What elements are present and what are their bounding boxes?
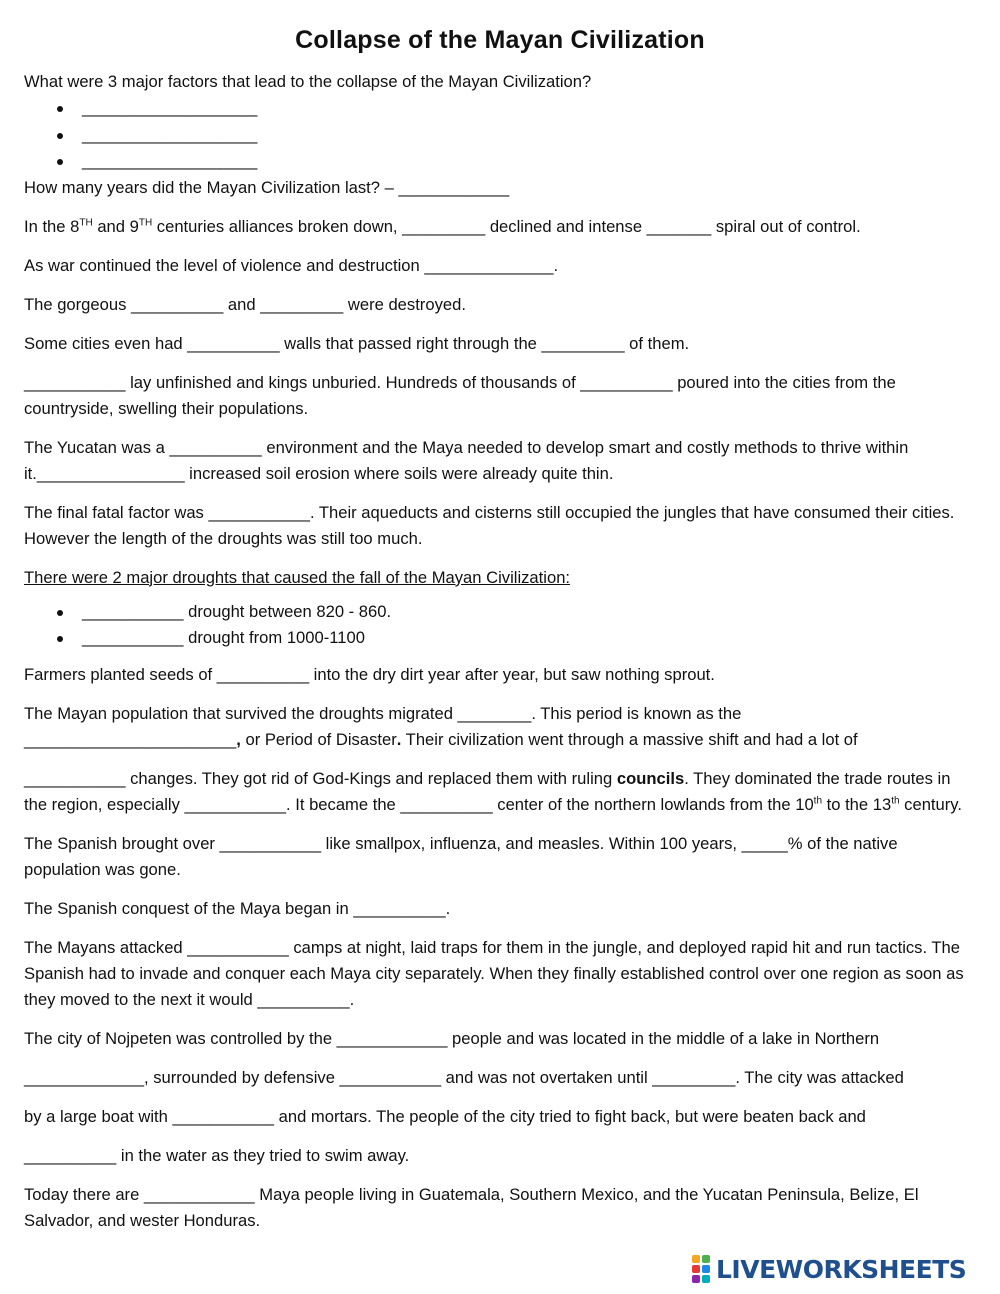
question-spanish-disease: The Spanish brought over ___________ like smallpox, influenza, and measles. Within 100 years, _____% of the native population was gone. [24,833,898,879]
drought-item-2[interactable]: ___________ drought from 1000-1100 [57,625,976,652]
question-nojpeten-3: by a large boat with ___________ and mortars. The people of the city tried to fight back, but were beaten back and [24,1106,866,1126]
page-title: Collapse of the Mayan Civilization [295,26,705,54]
worksheet-page [24,24,976,1247]
question-unfinished: ___________ lay unfinished and kings unburied. Hundreds of thousands of __________ poured into the cities from the countryside, swelling their populations. [24,372,896,418]
question-gorgeous: The gorgeous __________ and _________ were destroyed. [24,294,466,314]
factor-blank-2[interactable]: ___________________ [57,122,976,149]
drought-item-1[interactable]: ___________ drought between 820 - 860. [57,599,976,626]
question-factors: What were 3 major factors that lead to the collapse of the Mayan Civilization? [24,72,592,91]
liveworksheets-logo [692,1254,966,1284]
question-nojpeten-2: _____________, surrounded by defensive ___________ and was not overtaken until _________. The city was attacked [24,1067,904,1087]
question-councils: ___________ changes. They got rid of God-Kings and replaced them with ruling councils. They dominated the trade routes in the region, especially ___________. It became the __________ center of the northern lowlands from the 10th to the 13th century. [24,768,962,814]
question-nojpeten-4: __________ in the water as they tried to swim away. [24,1145,410,1165]
question-nojpeten-1: The city of Nojpeten was controlled by the ____________ people and was located in the middle of a lake in Northern [24,1028,880,1048]
question-walls: Some cities even had __________ walls that passed right through the _________ of them. [24,333,690,353]
logo-text: LIVEWORKSHEETS [716,1254,967,1284]
logo-mark-icon [692,1255,710,1283]
droughts-heading: There were 2 major droughts that caused the fall of the Mayan Civilization: [24,567,571,587]
question-violence: As war continued the level of violence and destruction ______________. [24,255,559,275]
question-yucatan: The Yucatan was a __________ environment and the Maya needed to develop smart and costly methods to thrive within it.________________ increased soil erosion where soils were already quite thin. [24,437,909,483]
droughts-list [24,599,976,652]
question-today: Today there are ____________ Maya people living in Guatemala, Southern Mexico, and the Yucatan Peninsula, Belize, El Salvador, and wester Honduras. [24,1184,919,1230]
question-mayan-tactics: The Mayans attacked ___________ camps at night, laid traps for them in the jungle, and deployed rapid hit and run tactics. The Spanish had to invade and conquer each Maya city separately. When they finally established control over one region as soon as they moved to the next it would __________. [24,937,964,1009]
factor-blank-1[interactable]: ___________________ [57,95,976,122]
question-migration: The Mayan population that survived the droughts migrated ________. This period is known as the _______________________, or Period of Disaster. Their civilization went through a massive shift and had a lot of [24,703,858,749]
question-centuries: In the 8TH and 9TH centuries alliances broken down, _________ declined and intense _______ spiral out of control. [24,216,861,236]
question-years: How many years did the Mayan Civilization last? – ____________ [24,177,510,197]
question-seeds: Farmers planted seeds of __________ into the dry dirt year after year, but saw nothing sprout. [24,664,715,684]
factor-blank-3[interactable]: ___________________ [57,148,976,175]
question-conquest-start: The Spanish conquest of the Maya began in __________. [24,898,451,918]
factors-list [24,95,976,175]
question-fatal-factor: The final fatal factor was ___________. Their aqueducts and cisterns still occupied the jungles that have consumed their cities. However the length of the droughts was still too much. [24,502,955,548]
